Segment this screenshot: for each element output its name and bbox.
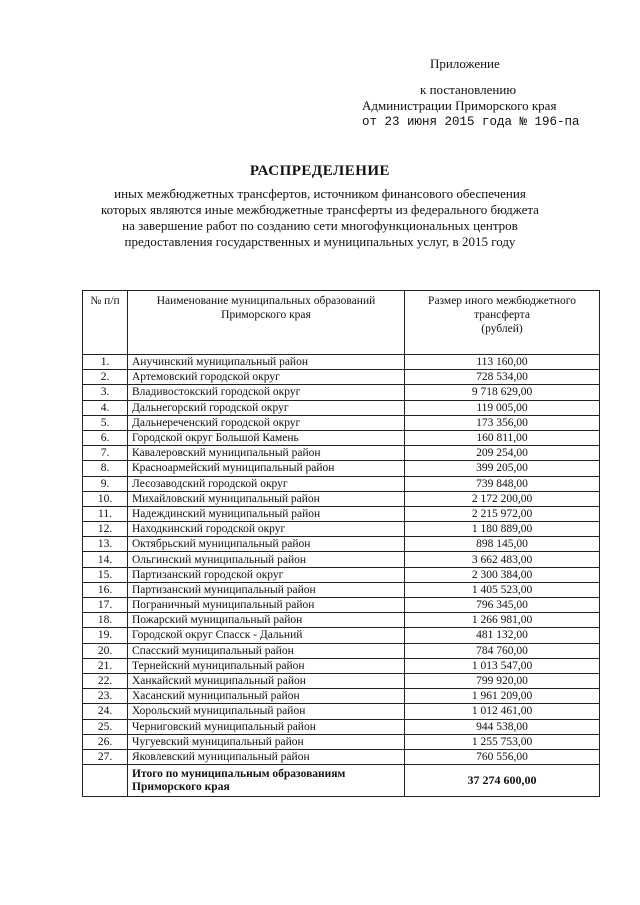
table-row [83, 385, 600, 400]
municipality-name: Черниговский муниципальный район [128, 719, 405, 734]
table-row [83, 673, 600, 688]
row-number: 2. [83, 370, 128, 385]
row-number: 12. [83, 522, 128, 537]
table-row [83, 491, 600, 506]
row-number: 21. [83, 658, 128, 673]
row-number: 19. [83, 628, 128, 643]
total-label: Итого по муниципальным образованиям Приморского края [128, 765, 405, 797]
municipality-name: Дальнегорский городской округ [128, 400, 405, 415]
row-number: 17. [83, 598, 128, 613]
row-number: 8. [83, 461, 128, 476]
transfer-amount: 1 961 209,00 [405, 689, 600, 704]
row-number: 11. [83, 506, 128, 521]
row-number: 9. [83, 476, 128, 491]
transfer-amount: 1 255 753,00 [405, 734, 600, 749]
municipality-name: Партизанский муниципальный район [128, 582, 405, 597]
column-header-number: № п/п [83, 291, 128, 355]
total-row [83, 765, 600, 797]
table-row [83, 658, 600, 673]
transfer-amount: 2 172 200,00 [405, 491, 600, 506]
municipality-name: Пожарский муниципальный район [128, 613, 405, 628]
table-row [83, 446, 600, 461]
municipality-name: Ольгинский муниципальный район [128, 552, 405, 567]
municipality-name: Спасский муниципальный район [128, 643, 405, 658]
transfer-amount: 173 356,00 [405, 415, 600, 430]
municipality-name: Владивостокский городской округ [128, 385, 405, 400]
table-row [83, 430, 600, 445]
document-subtitle [60, 186, 580, 250]
transfer-amount: 728 534,00 [405, 370, 600, 385]
table-row [83, 400, 600, 415]
row-number: 13. [83, 537, 128, 552]
administration-label: Администрации Приморского края [362, 98, 557, 113]
row-number: 24. [83, 704, 128, 719]
municipality-name: Красноармейский муниципальный район [128, 461, 405, 476]
transfer-amount: 1 405 523,00 [405, 582, 600, 597]
municipality-name: Артемовский городской округ [128, 370, 405, 385]
transfer-amount: 1 012 461,00 [405, 704, 600, 719]
row-number: 23. [83, 689, 128, 704]
municipality-name: Находкинский городской округ [128, 522, 405, 537]
municipality-name: Городской округ Большой Камень [128, 430, 405, 445]
transfer-amount: 9 718 629,00 [405, 385, 600, 400]
table-row [83, 476, 600, 491]
transfer-amount: 3 662 483,00 [405, 552, 600, 567]
transfer-amount: 760 556,00 [405, 749, 600, 764]
table-header-row [83, 291, 600, 355]
table-row [83, 355, 600, 370]
table-row [83, 415, 600, 430]
column-header-name: Наименование муниципальных образований Приморского края [128, 291, 405, 355]
table-row [83, 613, 600, 628]
transfer-amount: 160 811,00 [405, 430, 600, 445]
table-row [83, 704, 600, 719]
row-number: 16. [83, 582, 128, 597]
row-number: 1. [83, 355, 128, 370]
table-row [83, 506, 600, 521]
municipality-name: Хорольский муниципальный район [128, 704, 405, 719]
table-row [83, 461, 600, 476]
municipality-name: Надеждинский муниципальный район [128, 506, 405, 521]
transfer-amount: 481 132,00 [405, 628, 600, 643]
transfer-amount: 796 345,00 [405, 598, 600, 613]
municipality-name: Дальнереченский городской округ [128, 415, 405, 430]
municipality-name: Ханкайский муниципальный район [128, 673, 405, 688]
row-number: 25. [83, 719, 128, 734]
resolution-label: к постановлению [420, 82, 517, 97]
table-row [83, 628, 600, 643]
table-row [83, 598, 600, 613]
transfer-amount: 2 215 972,00 [405, 506, 600, 521]
row-number: 22. [83, 673, 128, 688]
table-row [83, 522, 600, 537]
row-number: 6. [83, 430, 128, 445]
appendix-label: Приложение [430, 56, 500, 71]
row-number: 4. [83, 400, 128, 415]
municipality-name: Хасанский муниципальный район [128, 689, 405, 704]
transfer-amount: 898 145,00 [405, 537, 600, 552]
transfer-amount: 399 205,00 [405, 461, 600, 476]
subtitle-line: на завершение работ по созданию сети многофункциональных центров [122, 218, 518, 233]
transfer-amount: 799 920,00 [405, 673, 600, 688]
row-number: 18. [83, 613, 128, 628]
document-title: РАСПРЕДЕЛЕНИЕ [249, 163, 391, 179]
transfer-amount: 944 538,00 [405, 719, 600, 734]
table-row [83, 689, 600, 704]
transfer-amount: 739 848,00 [405, 476, 600, 491]
table-row [83, 734, 600, 749]
row-number: 5. [83, 415, 128, 430]
table-row [83, 552, 600, 567]
row-number: 10. [83, 491, 128, 506]
subtitle-line: которых являются иные межбюджетные трансферты из федерального бюджета [101, 202, 539, 217]
municipality-name: Анучинский муниципальный район [128, 355, 405, 370]
municipality-name: Кавалеровский муниципальный район [128, 446, 405, 461]
row-number: 14. [83, 552, 128, 567]
transfer-amount: 113 160,00 [405, 355, 600, 370]
row-number: 26. [83, 734, 128, 749]
subtitle-line: предоставления государственных и муниципальных услуг, в 2015 году [124, 234, 516, 249]
row-number: 20. [83, 643, 128, 658]
row-number: 27. [83, 749, 128, 764]
distribution-table [82, 290, 600, 797]
municipality-name: Тернейский муниципальный район [128, 658, 405, 673]
table-row [83, 719, 600, 734]
subtitle-line: иных межбюджетных трансфертов, источником финансового обеспечения [114, 186, 526, 201]
transfer-amount: 119 005,00 [405, 400, 600, 415]
total-number-cell [83, 765, 128, 797]
municipality-name: Яковлевский муниципальный район [128, 749, 405, 764]
row-number: 15. [83, 567, 128, 582]
transfer-amount: 209 254,00 [405, 446, 600, 461]
total-amount: 37 274 600,00 [405, 765, 600, 797]
transfer-amount: 2 300 384,00 [405, 567, 600, 582]
municipality-name: Лесозаводский городской округ [128, 476, 405, 491]
table-row [83, 749, 600, 764]
transfer-amount: 1 180 889,00 [405, 522, 600, 537]
table-row [83, 370, 600, 385]
municipality-name: Партизанский городской округ [128, 567, 405, 582]
municipality-name: Октябрьский муниципальный район [128, 537, 405, 552]
transfer-amount: 1 013 547,00 [405, 658, 600, 673]
transfer-amount: 1 266 981,00 [405, 613, 600, 628]
municipality-name: Михайловский муниципальный район [128, 491, 405, 506]
column-header-amount: Размер иного межбюджетного трансферта (рублей) [405, 291, 600, 355]
table-row [83, 582, 600, 597]
transfer-amount: 784 760,00 [405, 643, 600, 658]
table-row [83, 567, 600, 582]
municipality-name: Пограничный муниципальный район [128, 598, 405, 613]
municipality-name: Чугуевский муниципальный район [128, 734, 405, 749]
row-number: 7. [83, 446, 128, 461]
table-row [83, 537, 600, 552]
table-row [83, 643, 600, 658]
row-number: 3. [83, 385, 128, 400]
resolution-date-number: от 23 июня 2015 года № 196-па [362, 115, 580, 129]
municipality-name: Городской округ Спасск - Дальний [128, 628, 405, 643]
